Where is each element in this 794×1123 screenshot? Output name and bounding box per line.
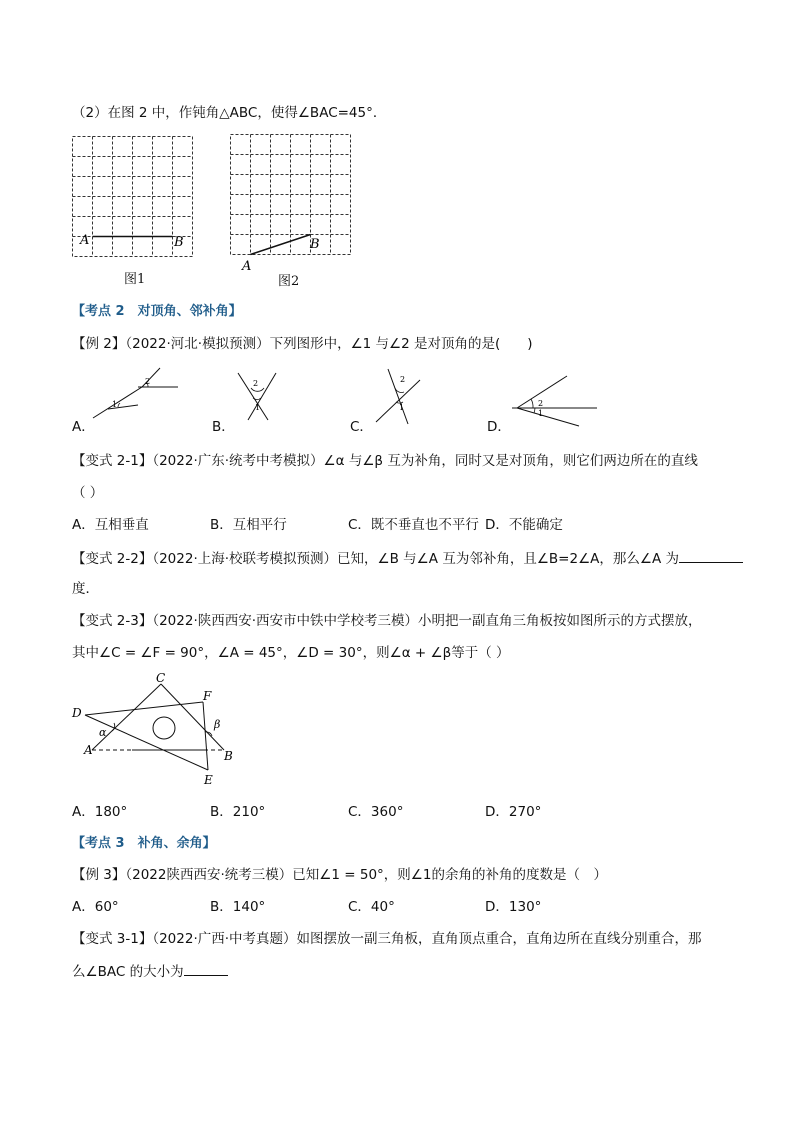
triangle-boards-figure: [70, 670, 245, 788]
variant-2-1-option-a: A．互相垂直: [72, 517, 149, 533]
svg-text:2: 2: [538, 399, 544, 408]
example-3-option-a: A．60°: [72, 899, 119, 915]
grid-figure-2: [228, 132, 358, 272]
svg-text:1: 1: [399, 403, 405, 412]
svg-text:β: β: [214, 718, 221, 731]
variant-2-2-text: 【变式 2-2】（2022·上海·校联考模拟预测）已知，∠B 与∠A 互为邻补角，且∠B=2∠A，那么∠A 为: [72, 551, 680, 567]
svg-text:B: B: [224, 749, 233, 763]
figure-2-caption: 图2: [278, 274, 300, 289]
variant-2-3-line-1: 【变式 2-3】（2022·陕西西安·西安市中铁中学校考三模）小明把一副直角三角板按如图所示的方式摆放，: [72, 613, 702, 629]
label-a: A: [80, 233, 90, 248]
variant-2-3-option-d: D．270°: [485, 804, 542, 820]
answer-blank[interactable]: [679, 548, 743, 563]
option-a-label: A．: [72, 419, 95, 435]
variant-2-2-line-1: [72, 548, 743, 568]
svg-text:1: 1: [112, 400, 118, 409]
option-c-label: C．: [350, 419, 373, 435]
svg-text:1: 1: [538, 409, 544, 418]
svg-text:A: A: [84, 743, 93, 757]
grid-figure-1: [70, 134, 200, 260]
figure-1-caption: 图1: [124, 272, 146, 287]
answer-blank[interactable]: [184, 961, 228, 976]
variant-2-1-option-c: C．既不垂直也不平行: [348, 517, 479, 533]
variant-2-2-line-2: 度．: [72, 581, 99, 597]
svg-text:F: F: [203, 689, 212, 703]
variant-3-1-text: 么∠BAC 的大小为: [72, 964, 184, 980]
example-3-option-b: B．140°: [210, 899, 266, 915]
svg-text:E: E: [204, 773, 213, 787]
label-a: A: [242, 259, 252, 272]
option-b-figure: [228, 370, 288, 430]
svg-text:2: 2: [400, 375, 406, 384]
option-d-label: D．: [487, 419, 511, 435]
svg-text:D: D: [72, 706, 82, 720]
variant-2-1-line-1: 【变式 2-1】（2022·广东·统考中考模拟）∠α 与∠β 互为补角，同时又是对顶角，则它们两边所在的直线: [72, 453, 698, 469]
svg-text:2: 2: [145, 377, 151, 386]
section-heading-3: 【考点 3 补角、余角】: [72, 836, 216, 851]
svg-text:α: α: [99, 726, 107, 739]
section-heading-2: 【考点 2 对顶角、邻补角】: [72, 304, 242, 319]
variant-2-1-option-d: D．不能确定: [485, 517, 563, 533]
variant-3-1-line-2: [72, 961, 228, 981]
svg-text:1: 1: [255, 403, 261, 412]
example-3-option-c: C．40°: [348, 899, 395, 915]
question-part-2: （2）在图 2 中，作钝角△ABC，使得∠BAC=45°．: [72, 105, 387, 121]
example-3-option-d: D．130°: [485, 899, 542, 915]
variant-2-3-option-c: C．360°: [348, 804, 404, 820]
variant-2-3-option-a: A．180°: [72, 804, 128, 820]
option-c-figure: [368, 366, 428, 428]
variant-2-3-line-2: 其中∠C = ∠F = 90°，∠A = 45°，∠D = 30°，则∠α + ∠β等于（ ）: [72, 645, 510, 661]
option-b-label: B．: [212, 419, 235, 435]
segment-ab: [251, 235, 311, 255]
option-d-figure: [507, 370, 602, 430]
variant-2-1-option-b: B．互相平行: [210, 517, 287, 533]
variant-3-1-line-1: 【变式 3-1】（2022·广西·中考真题）如图摆放一副三角板，直角顶点重合，直角边所在直线分别重合，那: [72, 931, 702, 947]
label-b: B: [174, 235, 184, 250]
label-b: B: [310, 237, 320, 252]
svg-text:2: 2: [253, 379, 259, 388]
variant-2-1-line-2: （ ）: [72, 485, 104, 501]
example-3-question: 【例 3】（2022陕西西安·统考三模）已知∠1 = 50°，则∠1的余角的补角的度数是（ ）: [72, 867, 607, 883]
variant-2-3-option-b: B．210°: [210, 804, 266, 820]
svg-text:C: C: [156, 671, 166, 685]
option-a-figure: [90, 365, 185, 425]
example-2-question: 【例 2】（2022·河北·模拟预测）下列图形中，∠1 与∠2 是对顶角的是( ): [72, 336, 533, 352]
